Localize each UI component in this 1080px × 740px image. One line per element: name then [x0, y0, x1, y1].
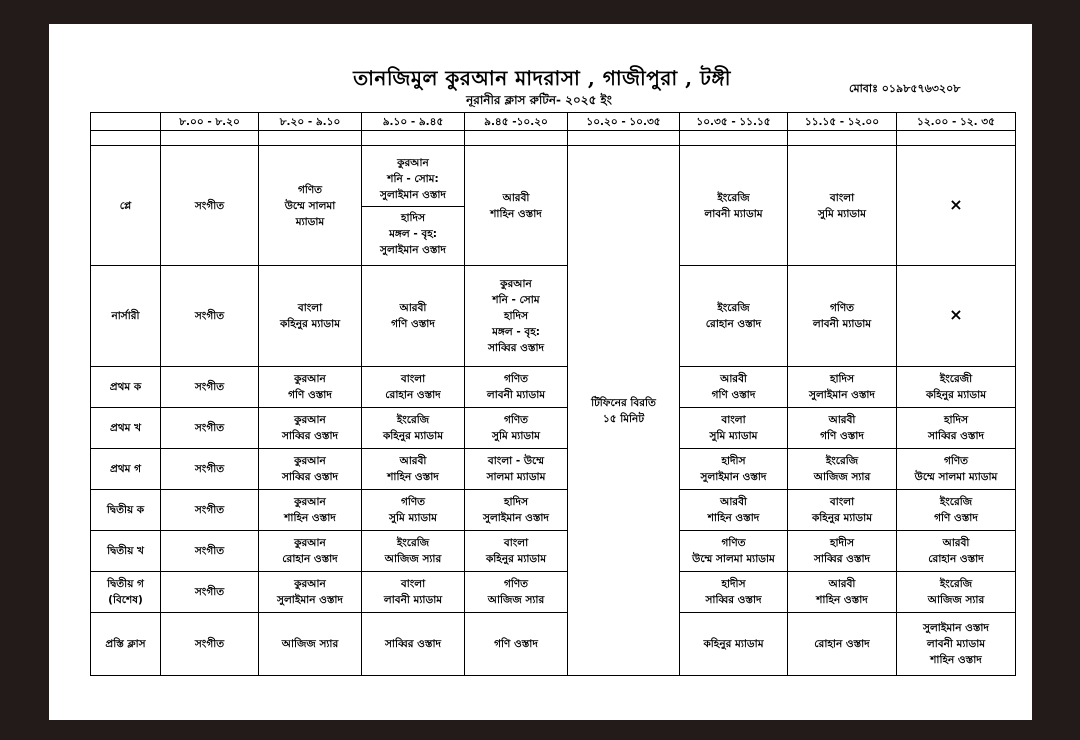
time-slot-8 — [897, 113, 1016, 131]
class-name — [91, 490, 161, 531]
routine-cell-line-1: শাহিন ওস্তাদ — [284, 512, 336, 524]
routine-cell-line-0: কুরআন — [294, 496, 326, 508]
table-row — [91, 531, 1016, 572]
routine-cell-split — [362, 146, 465, 266]
class-routine-table — [90, 112, 1016, 676]
routine-cell-line-0: কুরআন — [294, 373, 326, 385]
class-name — [91, 266, 161, 367]
routine-cell — [465, 572, 568, 613]
routine-cell — [259, 572, 362, 613]
table-row — [91, 572, 1016, 613]
routine-cell-line-1: শাহিন ওস্তাদ — [816, 594, 868, 606]
quran-slot-line-0: কুরআন — [397, 157, 429, 169]
routine-cell-line-1: কহিনুর ম্যাডাম — [811, 512, 873, 524]
blank-cell — [465, 131, 568, 146]
routine-cell — [680, 613, 788, 676]
routine-cell-line-0: সংগীত — [194, 638, 225, 650]
routine-cell-line-0: গণিত — [503, 578, 529, 590]
routine-cell — [788, 531, 897, 572]
hadith-slot — [362, 207, 464, 260]
routine-cell-line-0: গণিত — [503, 373, 529, 385]
routine-cell-line-1: সাব্বির ওস্তাদ — [927, 430, 985, 442]
routine-cell-line-1: লাবনী ম্যাডাম — [926, 638, 986, 650]
routine-cell-line-0: ইংরেজি — [939, 578, 973, 590]
class-name-line-0: দ্বিতীয় খ — [107, 545, 144, 557]
routine-cell — [161, 408, 259, 449]
routine-cell — [161, 146, 259, 266]
routine-cell — [897, 531, 1016, 572]
class-name — [91, 572, 161, 613]
routine-cell-line-1: আজিজ স্যার — [927, 594, 985, 606]
routine-cell — [788, 146, 897, 266]
tiffin-break-line-0: টিফিনের বিরতি — [591, 396, 656, 409]
routine-cell — [161, 266, 259, 367]
table-row — [91, 266, 1016, 367]
routine-cell — [897, 613, 1016, 676]
routine-cell — [161, 613, 259, 676]
class-name — [91, 449, 161, 490]
routine-cell-line-1: শাহিন ওস্তাদ — [490, 207, 542, 220]
routine-cell-line-0: বাংলা — [829, 496, 855, 508]
routine-cell-line-1: লাবনী ম্যাডাম — [812, 318, 872, 330]
routine-cell — [259, 408, 362, 449]
routine-cell — [897, 572, 1016, 613]
routine-cell — [465, 146, 568, 266]
routine-cell-line-1: সুলাইমান ওস্তাদ — [277, 594, 343, 606]
routine-cell-line-0: আরবী — [828, 578, 856, 590]
routine-cell-line-1: সুলাইমান ওস্তাদ — [483, 512, 549, 524]
routine-cell — [788, 266, 897, 367]
routine-cell — [680, 449, 788, 490]
routine-cell-line-0: সংগীত — [194, 422, 225, 434]
hadith-slot-line-0: হাদিস — [400, 212, 426, 224]
table-row — [91, 449, 1016, 490]
routine-cell-line-0: বাংলা — [297, 302, 323, 314]
routine-cell-line-0: হাদিস — [503, 496, 529, 508]
routine-cell — [680, 408, 788, 449]
routine-cell-line-0: সংগীত — [194, 463, 225, 475]
table-row — [91, 490, 1016, 531]
routine-cell — [897, 146, 1016, 266]
routine-cell-line-1: আজিজ স্যার — [813, 471, 871, 483]
routine-cell-line-0: কুরআন — [294, 455, 326, 467]
routine-cell-line-1: শাহিন ওস্তাদ — [707, 512, 760, 524]
routine-cell — [362, 266, 465, 367]
routine-cell — [259, 613, 362, 676]
routine-cell-line-0: সুলাইমান ওস্তাদ — [923, 622, 989, 634]
routine-cell-line-1: শাহিন ওস্তাদ — [387, 471, 439, 483]
routine-cell — [161, 531, 259, 572]
class-name — [91, 367, 161, 408]
routine-cell — [897, 449, 1016, 490]
routine-cell-line-0: ইংরেজি — [717, 302, 750, 314]
routine-cell-line-1: রোহান ওস্তাদ — [282, 553, 338, 565]
routine-cell-line-1: সুমি ম্যাডাম — [389, 512, 437, 524]
routine-cell — [680, 531, 788, 572]
routine-cell-line-0: সংগীত — [194, 504, 225, 516]
routine-cell — [259, 449, 362, 490]
routine-cell — [362, 531, 465, 572]
routine-cell-line-1: গণি ওস্তাদ — [820, 430, 864, 442]
class-name-line-0: প্রথম খ — [109, 422, 142, 434]
routine-cell-line-0: সংগীত — [194, 381, 225, 393]
routine-cell — [465, 408, 568, 449]
routine-cell-line-0: আরবী — [502, 191, 530, 204]
routine-cell-line-1: সুমি ম্যাডাম — [709, 430, 758, 442]
routine-cell — [259, 146, 362, 266]
tiffin-break — [568, 146, 680, 676]
routine-cell-line-0: কুরআন — [294, 414, 326, 426]
routine-cell-line-0: ইংরেজি — [717, 191, 750, 204]
blank-cell — [161, 131, 259, 146]
table-row — [91, 367, 1016, 408]
routine-cell — [788, 449, 897, 490]
class-name — [91, 146, 161, 266]
time-slot-7-line-0: ১১.১৫ - ১২.০০ — [804, 115, 880, 128]
routine-cell-line-0: আরবী — [828, 414, 856, 426]
routine-cell — [362, 572, 465, 613]
routine-cell-line-0: বাংলা — [400, 578, 426, 590]
routine-cell-line-0: গণিত — [829, 302, 855, 314]
time-slot-1 — [161, 113, 259, 131]
routine-cell-line-0: বাংলা — [400, 373, 426, 385]
class-name — [91, 531, 161, 572]
routine-cell-line-1: সালমা ম্যাডাম — [486, 471, 546, 483]
routine-cell-line-1: সাব্বির ওস্তাদ — [705, 594, 762, 606]
routine-cell-line-0: হাদীস — [721, 455, 746, 467]
routine-cell — [259, 367, 362, 408]
routine-cell — [788, 613, 897, 676]
routine-cell — [259, 531, 362, 572]
routine-cell-line-0: ইংরেজি — [396, 537, 430, 549]
routine-cell-line-1: কহিনুর ম্যাডাম — [382, 430, 444, 442]
routine-cell-line-1: কহিনুর ম্যাডাম — [925, 389, 987, 401]
routine-cell — [362, 367, 465, 408]
routine-cell — [362, 613, 465, 676]
class-name-line-1: (বিশেষ) — [108, 594, 143, 606]
quran-slot-line-1: শনি - সোম: — [387, 173, 439, 185]
routine-cell-line-1: সাব্বির ওস্তাদ — [813, 553, 871, 565]
routine-cell-line-0: হাদিস — [943, 414, 969, 426]
routine-cell — [259, 266, 362, 367]
routine-cell-line-1: গণি ওস্তাদ — [711, 389, 756, 401]
routine-cell-line-1: শনি - সোম — [492, 294, 540, 306]
blank-cell — [897, 131, 1016, 146]
routine-cell-line-0: সংগীত — [194, 545, 225, 557]
routine-cell — [465, 490, 568, 531]
routine-cell — [161, 572, 259, 613]
table-row — [91, 613, 1016, 676]
routine-cell-line-1: সুলাইমান ওস্তাদ — [700, 471, 767, 483]
routine-cell-line-1: উম্মে সালমা — [284, 199, 336, 212]
time-slot-6-line-0: ১০.৩৫ - ১১.১৫ — [696, 115, 771, 128]
quran-slot — [362, 151, 464, 207]
quran-slot-line-2: সুলাইমান ওস্তাদ — [380, 189, 446, 201]
routine-cell-line-0: গণিত — [297, 183, 323, 196]
routine-cell — [465, 613, 568, 676]
routine-cell-line-0: সংগীত — [194, 199, 225, 212]
routine-cell-line-0: গণিত — [943, 455, 969, 467]
hadith-slot-line-2: সুলাইমান ওস্তাদ — [380, 244, 446, 256]
routine-cell — [362, 449, 465, 490]
routine-cell — [465, 531, 568, 572]
time-slot-3-line-0: ৯.১০ - ৯.৪৫ — [382, 115, 444, 128]
routine-cell-line-0: গণিত — [721, 537, 746, 549]
routine-cell — [161, 367, 259, 408]
hadith-slot-line-1: মঙ্গল - বৃহ: — [389, 228, 437, 240]
routine-cell-line-1: রোহান ওস্তাদ — [385, 389, 441, 401]
routine-cell-line-1: কহিনুর ম্যাডাম — [485, 553, 547, 565]
routine-cell — [259, 490, 362, 531]
routine-cell-line-1: সুমি ম্যাডাম — [818, 207, 866, 220]
routine-cell — [680, 146, 788, 266]
routine-cell-line-1: সাব্বির ওস্তাদ — [281, 430, 339, 442]
routine-cell — [897, 490, 1016, 531]
routine-cell-line-1: লাবনী ম্যাডাম — [486, 389, 546, 401]
time-slot-3 — [362, 113, 465, 131]
routine-cell-line-0: আরবী — [399, 455, 427, 467]
blank-cell — [568, 131, 680, 146]
time-slot-4 — [465, 113, 568, 131]
routine-cell-line-1: কহিনুর ম্যাডাম — [279, 318, 341, 330]
routine-cell-line-1: উম্মে সালমা ম্যাডাম — [914, 471, 998, 483]
time-slot-8-line-0: ১২.০০ - ১২. ৩৫ — [917, 115, 995, 128]
routine-cell-line-1: গণি ওস্তাদ — [391, 318, 435, 330]
blank-cell — [788, 131, 897, 146]
routine-cell — [788, 572, 897, 613]
routine-cell — [465, 266, 568, 367]
class-name-line-0: দ্বিতীয় ক — [106, 504, 145, 516]
routine-cell-line-0: সাব্বির ওস্তাদ — [384, 638, 442, 650]
time-slot-4-line-0: ৯.৪৫ -১০.২০ — [484, 115, 548, 128]
routine-cell-line-0: বাংলা — [721, 414, 746, 426]
routine-cell — [897, 408, 1016, 449]
routine-cell — [161, 490, 259, 531]
routine-cell-line-0: হাদীস — [721, 578, 746, 590]
routine-cell — [680, 367, 788, 408]
routine-cell-line-0: আরবী — [720, 373, 747, 385]
routine-cell-line-1: লাবনী ম্যাডাম — [383, 594, 443, 606]
no-class-mark: × — [949, 305, 963, 324]
time-slot-5 — [568, 113, 680, 131]
blank-cell — [362, 131, 465, 146]
routine-cell-line-0: সংগীত — [194, 310, 225, 322]
routine-cell-line-1: লাবনী ম্যাডাম — [704, 207, 763, 220]
routine-cell — [897, 367, 1016, 408]
routine-cell-line-0: আজিজ স্যার — [281, 638, 339, 650]
routine-cell-line-0: আরবী — [942, 537, 970, 549]
blank-cell — [259, 131, 362, 146]
routine-cell-line-0: গণি ওস্তাদ — [494, 638, 538, 650]
blank-cell — [91, 131, 161, 146]
table-row — [91, 146, 1016, 266]
routine-cell-line-0: হাদিস — [829, 373, 855, 385]
routine-cell-line-1: রোহান ওস্তাদ — [705, 318, 762, 330]
routine-cell — [161, 449, 259, 490]
routine-subtitle: নূরানীর ক্লাস রুটিন- ২০২৫ ইং — [466, 93, 612, 107]
routine-cell-line-0: আরবী — [720, 496, 747, 508]
class-name-line-0: নার্সারী — [111, 310, 140, 322]
routine-cell-line-0: ইংরেজি — [939, 496, 973, 508]
routine-cell — [788, 367, 897, 408]
phone-number: মোবাঃ ০১৯৮৫৭৬৩২০৮ — [849, 82, 961, 95]
routine-cell-line-2: ম্যাডাম — [295, 215, 325, 228]
routine-cell-line-0: বাংলা - উম্মে — [487, 455, 545, 467]
time-slot-6 — [680, 113, 788, 131]
routine-cell-line-2: শাহিন ওস্তাদ — [930, 654, 982, 666]
routine-cell-line-0: আরবী — [399, 302, 427, 314]
blank-row — [91, 131, 1016, 146]
routine-cell-line-0: ইংরেজি — [825, 455, 859, 467]
routine-cell-line-0: কুরআন — [294, 578, 326, 590]
class-name-line-0: প্রথম ক — [109, 381, 142, 393]
routine-cell — [680, 266, 788, 367]
routine-cell-line-0: গণিত — [503, 414, 529, 426]
routine-cell-line-1: রোহান ওস্তাদ — [928, 553, 984, 565]
routine-cell-line-1: সুমি ম্যাডাম — [492, 430, 540, 442]
routine-cell-line-0: বাংলা — [503, 537, 529, 549]
routine-cell-line-0: ইংরেজী — [939, 373, 973, 385]
routine-cell — [897, 266, 1016, 367]
time-slot-1-line-0: ৮.০০ - ৮.২০ — [179, 115, 240, 128]
routine-cell — [362, 408, 465, 449]
routine-cell-line-0: কহিনুর ম্যাডাম — [703, 638, 764, 650]
routine-cell-line-3: মঙ্গল - বৃহ: — [492, 326, 540, 338]
time-slot-5-line-0: ১০.২০ - ১০.৩৫ — [586, 115, 661, 128]
routine-cell-line-0: বাংলা — [829, 191, 855, 204]
routine-cell-line-0: রোহান ওস্তাদ — [814, 638, 870, 650]
no-class-mark: × — [949, 194, 963, 214]
routine-cell-line-0: সংগীত — [194, 586, 225, 598]
class-name — [91, 408, 161, 449]
time-slot-2-line-0: ৮.২০ - ৯.১০ — [279, 115, 341, 128]
routine-cell-line-2: হাদিস — [503, 310, 529, 322]
routine-cell — [680, 572, 788, 613]
routine-cell-line-0: কুরআন — [294, 537, 326, 549]
routine-cell-line-1: গণি ওস্তাদ — [934, 512, 978, 524]
routine-cell-line-1: আজিজ স্যার — [487, 594, 545, 606]
time-slot-row — [91, 113, 1016, 131]
routine-cell — [788, 408, 897, 449]
blank-cell — [680, 131, 788, 146]
routine-cell-line-1: গণি ওস্তাদ — [288, 389, 332, 401]
class-name-line-0: প্রস্তি ক্লাস — [105, 638, 146, 650]
routine-cell — [680, 490, 788, 531]
routine-cell — [788, 490, 897, 531]
class-name-line-0: প্লে — [119, 199, 132, 212]
time-slot-7 — [788, 113, 897, 131]
routine-cell-line-1: সুলাইমান ওস্তাদ — [809, 389, 875, 401]
madrasa-title: তানজিমুল কুরআন মাদরাসা , গাজীপুরা , টঙ্গী — [353, 66, 731, 90]
class-name-line-0: দ্বিতীয় গ — [107, 578, 144, 590]
routine-cell-line-1: আজিজ স্যার — [384, 553, 442, 565]
routine-cell-line-0: কুরআন — [500, 278, 532, 290]
time-slot-2 — [259, 113, 362, 131]
class-name — [91, 613, 161, 676]
routine-cell-line-4: সাব্বির ওস্তাদ — [487, 342, 545, 354]
routine-cell-line-1: সাব্বির ওস্তাদ — [281, 471, 339, 483]
routine-cell-line-0: হাদীস — [829, 537, 855, 549]
tiffin-break-line-1: ১৫ মিনিট — [602, 412, 645, 425]
routine-cell — [362, 490, 465, 531]
routine-sheet — [49, 24, 1032, 720]
routine-cell-line-0: ইংরেজি — [396, 414, 430, 426]
routine-cell — [465, 449, 568, 490]
table-row — [91, 408, 1016, 449]
routine-cell — [465, 367, 568, 408]
time-slot-0 — [91, 113, 161, 131]
class-name-line-0: প্রথম গ — [109, 463, 141, 475]
routine-cell-line-1: উম্মে সালমা ম্যাডাম — [692, 553, 775, 565]
routine-cell-line-0: গণিত — [400, 496, 426, 508]
